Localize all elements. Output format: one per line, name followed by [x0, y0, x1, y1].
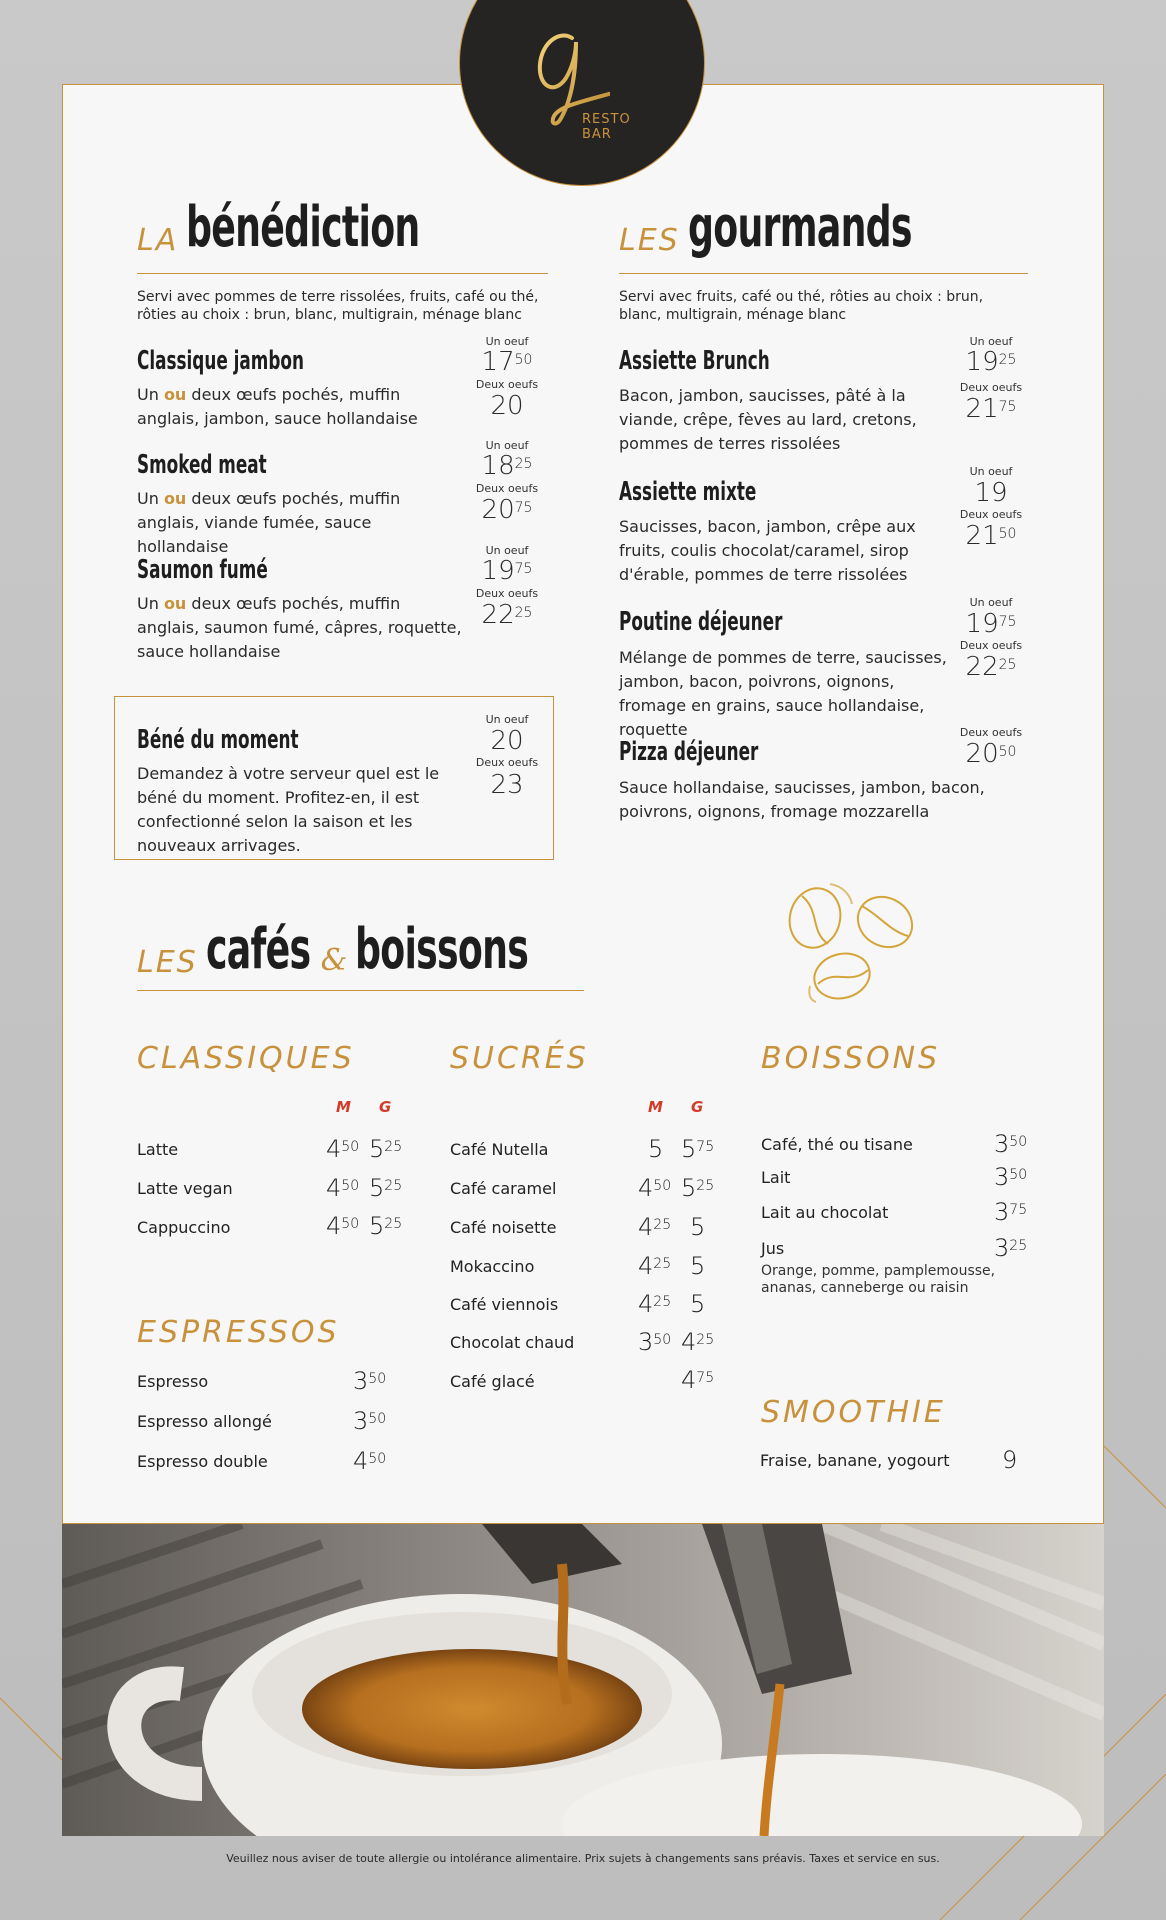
- benediction-title: [137, 195, 511, 260]
- drink-name-latte-vegan: Latte vegan: [137, 1179, 233, 1198]
- price-label-one-egg: Un oeuf: [485, 439, 529, 452]
- drink-price-g: 5: [690, 1213, 706, 1241]
- cafes-ampersand: &: [320, 943, 348, 978]
- price-label-one-egg: Un oeuf: [485, 713, 529, 726]
- cafes-heading-word1: cafés: [205, 917, 311, 982]
- item-name-poutine-dejeuner: Poutine déjeuner: [619, 607, 783, 637]
- gourmands-description: Servi avec fruits, café ou thé, rôties au choix : brun, blanc, multigrain, ménage blanc: [619, 289, 984, 323]
- drink-name-cappuccino: Cappuccino: [137, 1218, 231, 1237]
- drink-name-chocolat-chaud: Chocolat chaud: [450, 1333, 575, 1352]
- price-one-egg: $19^{25}$: [965, 347, 1017, 377]
- price-two-eggs: $22^{25}$: [481, 600, 533, 630]
- price-one-egg: $19^{75}$: [481, 556, 533, 586]
- drink-name-smoothie: Fraise, banane, yogourt: [760, 1451, 950, 1470]
- price-label-two-eggs: Deux oeufs: [475, 587, 539, 600]
- item-desc-classique-jambon: Un ou deux œufs pochés, muffin anglais, jambon, sauce hollandaise: [137, 385, 418, 428]
- drink-price-g: $5^{25}$: [369, 1212, 403, 1240]
- drink-price-g: $4^{25}$: [681, 1328, 715, 1356]
- price-label-two-eggs: Deux oeufs: [959, 726, 1023, 739]
- price-label-two-eggs: Deux oeufs: [475, 378, 539, 391]
- price-one-egg: 19: [974, 478, 1008, 508]
- jus-flavours-note: Orange, pomme, pamplemousse, ananas, canneberge ou raisin: [761, 1263, 996, 1296]
- cafes-rule: [137, 990, 584, 991]
- logo-text: RESTO BAR: [582, 112, 631, 142]
- item-name-assiette-mixte: Assiette mixte: [619, 477, 757, 507]
- item-desc-poutine-dejeuner: Mélange de pommes de terre, saucisses, jambon, bacon, poivrons, oignons, fromage en grains, sauce hollandaise, roquette: [619, 648, 947, 739]
- drink-name-cafe-the-tisane: Café, thé ou tisane: [761, 1135, 913, 1154]
- drink-price-g: $5^{25}$: [681, 1174, 715, 1202]
- size-label-g: G: [379, 1098, 392, 1116]
- drink-price-m: $4^{50}$: [326, 1174, 360, 1202]
- drink-name-cafe-viennois: Café viennois: [450, 1295, 559, 1314]
- item-name-smoked-meat: Smoked meat: [137, 450, 267, 480]
- category-classiques: CLASSIQUES: [137, 1041, 355, 1076]
- drink-name-cafe-nutella: Café Nutella: [450, 1140, 549, 1159]
- item-desc-smoked-meat: Un ou deux œufs pochés, muffin anglais, viande fumée, sauce hollandaise: [137, 489, 401, 556]
- price-label-two-eggs: Deux oeufs: [475, 756, 539, 769]
- price-label-one-egg: Un oeuf: [485, 544, 529, 557]
- drink-price-m: $4^{50}$: [638, 1174, 672, 1202]
- drink-price-g: $5^{25}$: [369, 1135, 403, 1163]
- drink-price-m: $4^{50}$: [326, 1212, 360, 1240]
- gourmands-heading: gourmands: [687, 195, 912, 260]
- price-label-one-egg: Un oeuf: [969, 335, 1013, 348]
- drink-name-espresso-double: Espresso double: [137, 1452, 268, 1471]
- drink-price-m: $3^{50}$: [638, 1328, 672, 1356]
- price-label-one-egg: Un oeuf: [485, 335, 529, 348]
- item-desc-bene-du-moment: Demandez à votre serveur quel est le béné du moment. Profitez-en, il est confectionné selon la saison et les nouveaux arrivages.: [137, 764, 440, 855]
- size-label-m: M: [336, 1098, 351, 1116]
- drink-name-espresso-allonge: Espresso allongé: [137, 1412, 272, 1431]
- category-boissons: BOISSONS: [761, 1041, 941, 1076]
- price-one-egg: 20: [490, 726, 524, 756]
- drink-price-m: 5: [648, 1135, 664, 1163]
- item-name-classique-jambon: Classique jambon: [137, 346, 304, 376]
- price-one-egg: $18^{25}$: [481, 451, 533, 481]
- gourmands-rule: [619, 273, 1028, 274]
- espresso-photo: [62, 1524, 1104, 1836]
- drink-price: $3^{25}$: [994, 1234, 1028, 1262]
- item-desc-assiette-brunch: Bacon, jambon, saucisses, pâté à la viande, crêpe, fèves au lard, cretons, pommes de terres rissolées: [619, 386, 917, 453]
- price-label-two-eggs: Deux oeufs: [959, 639, 1023, 652]
- cafes-boissons-title: [137, 917, 596, 982]
- coffee-beans-icon: [780, 876, 930, 1006]
- cafes-article: LES: [137, 945, 198, 980]
- drink-name-espresso: Espresso: [137, 1372, 209, 1391]
- drink-name-cafe-noisette: Café noisette: [450, 1218, 557, 1237]
- size-label-g: G: [691, 1098, 704, 1116]
- drink-name-latte: Latte: [137, 1140, 179, 1159]
- gourmands-title: [619, 195, 999, 260]
- drink-price-m: $4^{25}$: [638, 1213, 672, 1241]
- drink-name-lait: Lait: [761, 1168, 791, 1187]
- gourmands-article: LES: [619, 223, 680, 258]
- price-label-one-egg: Un oeuf: [969, 465, 1013, 478]
- drink-price: $3^{50}$: [353, 1407, 387, 1435]
- item-name-saumon-fume: Saumon fumé: [137, 555, 268, 585]
- drink-price-m: $4^{25}$: [638, 1290, 672, 1318]
- category-espressos: ESPRESSOS: [137, 1315, 340, 1350]
- benediction-article: LA: [137, 223, 179, 258]
- drink-price: $4^{50}$: [353, 1447, 387, 1475]
- price-two-eggs: $20^{75}$: [481, 495, 533, 525]
- item-name-bene-du-moment: Béné du moment: [137, 725, 299, 755]
- drink-name-lait-chocolat: Lait au chocolat: [761, 1203, 889, 1222]
- price-two-eggs: $21^{50}$: [965, 521, 1017, 551]
- item-name-pizza-dejeuner: Pizza déjeuner: [619, 737, 759, 767]
- size-label-m: M: [648, 1098, 663, 1116]
- drink-price-g: 5: [690, 1290, 706, 1318]
- drink-name-mokaccino: Mokaccino: [450, 1257, 535, 1276]
- price-label-two-eggs: Deux oeufs: [959, 508, 1023, 521]
- price-two-eggs: 23: [490, 770, 524, 800]
- item-desc-pizza-dejeuner: Sauce hollandaise, saucisses, jambon, bacon, poivrons, oignons, fromage mozzarella: [619, 778, 985, 821]
- price-one-egg: $17^{50}$: [481, 347, 533, 377]
- item-desc-saumon-fume: Un ou deux œufs pochés, muffin anglais, saumon fumé, câpres, roquette, sauce hollandaise: [137, 594, 462, 661]
- category-sucres: SUCRÉS: [450, 1041, 589, 1076]
- price-two-eggs: 20: [490, 391, 524, 421]
- price-two-eggs: $20^{50}$: [965, 739, 1017, 769]
- drink-price: $3^{50}$: [353, 1367, 387, 1395]
- price-two-eggs: $22^{25}$: [965, 652, 1017, 682]
- price-two-eggs: $21^{75}$: [965, 394, 1017, 424]
- drink-name-jus: Jus: [761, 1239, 785, 1258]
- drink-price-g: 5: [690, 1252, 706, 1280]
- benediction-rule: [137, 273, 548, 274]
- item-desc-assiette-mixte: Saucisses, bacon, jambon, crêpe aux fruits, coulis chocolat/caramel, sirop d'érable, pommes de terre rissolées: [619, 517, 916, 584]
- drink-price: $3^{50}$: [994, 1163, 1028, 1191]
- drink-name-cafe-caramel: Café caramel: [450, 1179, 557, 1198]
- cafes-heading-word2: boissons: [355, 917, 529, 982]
- drink-price-g: $5^{25}$: [369, 1174, 403, 1202]
- item-name-assiette-brunch: Assiette Brunch: [619, 346, 770, 376]
- drink-price-m: $4^{25}$: [638, 1252, 672, 1280]
- benediction-description: Servi avec pommes de terre rissolées, fruits, café ou thé, rôties au choix : brun, blanc, multigrain, ménage blanc: [137, 289, 539, 323]
- drink-name-cafe-glace: Café glacé: [450, 1372, 535, 1391]
- drink-price-m: $4^{50}$: [326, 1135, 360, 1163]
- price-label-one-egg: Un oeuf: [969, 596, 1013, 609]
- price-label-two-eggs: Deux oeufs: [475, 482, 539, 495]
- drink-price-g: $5^{75}$: [681, 1135, 715, 1163]
- drink-price: $3^{50}$: [994, 1130, 1028, 1158]
- category-smoothie: SMOOTHIE: [761, 1395, 946, 1430]
- espresso-photo-illustration: [62, 1524, 1104, 1836]
- benediction-heading: bénédiction: [186, 195, 420, 260]
- allergy-notice: Veuillez nous aviser de toute allergie ou intolérance alimentaire. Prix sujets à changements sans préavis. Taxes et service en sus.: [226, 1852, 940, 1865]
- drink-price: 9: [1002, 1446, 1018, 1474]
- drink-price-g: $4^{75}$: [681, 1366, 715, 1394]
- price-one-egg: $19^{75}$: [965, 609, 1017, 639]
- drink-price: $3^{75}$: [994, 1198, 1028, 1226]
- price-label-two-eggs: Deux oeufs: [959, 381, 1023, 394]
